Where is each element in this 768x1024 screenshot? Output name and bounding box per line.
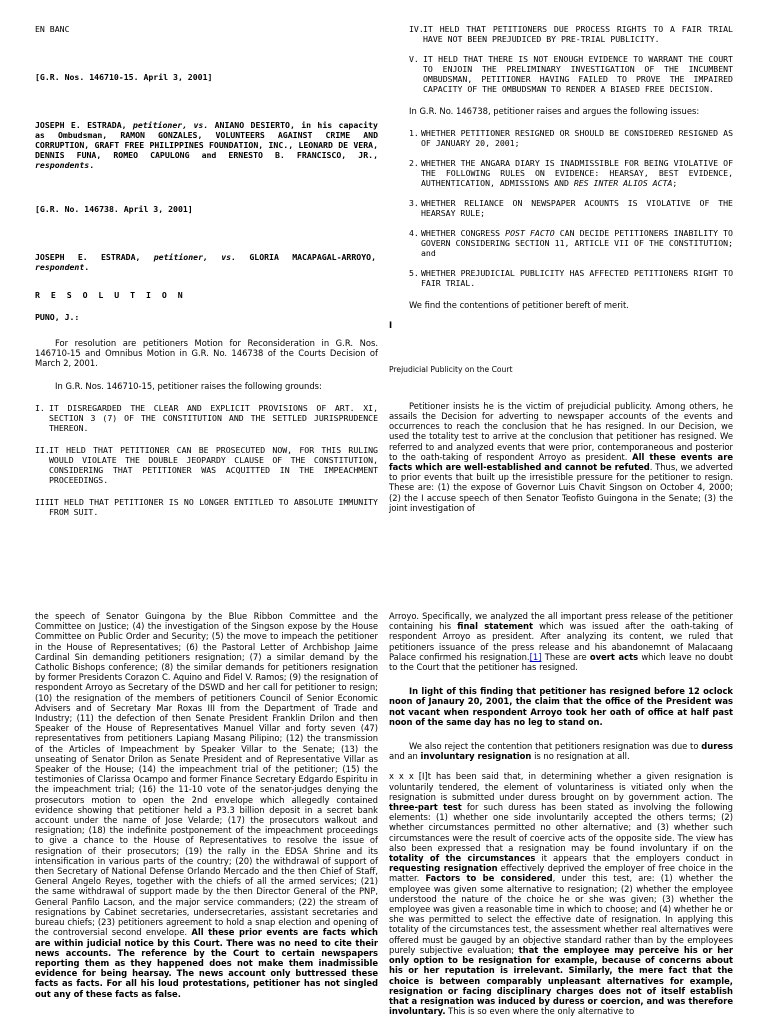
list-item: V. IT HELD THAT THERE IS NOT ENOUGH EVIDENCE TO WARRANT THE COURT TO ENJOIN THE PRELIMINARY INVESTIGATION OF THE INCUMBENT OMBUDSMAN, PETITIONER HAVING FAILED TO PROVE THE IMPAIRED CAPACITY OF THE OMBUDSMAN TO RENDER A BIASED FREE DECISION. (409, 54, 733, 94)
paragraph-resignation-finding: In light of this finding that petitioner has resigned before 12 oclock noon of Janaury 20, 2001, the claim that the office of the President was not vacant when respondent Arroyo took her oath of office at half past noon of the same day has no leg to stand on. (389, 686, 733, 727)
section-number: I (389, 320, 393, 331)
ponente: PUNO, J.: (35, 312, 80, 322)
list-item: 5. WHETHER PREJUDICIAL PUBLICITY HAS AFFECTED PETITIONERS RIGHT TO FAIR TRIAL. (409, 268, 733, 289)
paragraph-issues-intro: In G.R. No. 146738, petitioner raises and argues the following issues: (409, 106, 700, 116)
list-item: 3. WHETHER RELIANCE ON NEWSPAPER ACOUNTS IS VIOLATIVE OF THE HEARSAY RULE; (409, 198, 733, 219)
case-caption-2: JOSEPH E. ESTRADA, petitioner, vs. GLORIA MACAPAGAL-ARROYO, respondent. (35, 252, 377, 272)
case-number-1: [G.R. Nos. 146710-15. April 3, 2001] (35, 72, 213, 82)
list-item: 4. WHETHER CONGRESS POST FACTO CAN DECIDE PETITIONERS INABILITY TO GOVERN CONSIDERING SECTION 11, ARTICLE VII OF THE CONSTITUTION; and (409, 228, 733, 259)
list-item: IV. IT HELD THAT PETITIONERS DUE PROCESS RIGHTS TO A FAIR TRIAL HAVE NOT BEEN PREJUDICED BY PRE-TRIAL PUBLICITY. (409, 24, 733, 44)
right-column-bottom (389, 611, 733, 1016)
list-item: 1. WHETHER PETITIONER RESIGNED OR SHOULD BE CONSIDERED RESIGNED AS OF JANUARY 20, 2001; (409, 128, 733, 149)
paragraph-finding: We find the contentions of petitioner bereft of merit. (409, 300, 629, 311)
court-label: EN BANC (35, 24, 70, 34)
grounds-list-left (35, 403, 378, 517)
list-item: 2. WHETHER THE ANGARA DIARY IS INADMISSIBLE FOR BEING VIOLATIVE OF THE FOLLOWING RULES ON EVIDENCE: HEARSAY, BEST EVIDENCE, AUTHENTICATION, ADMISSIONS AND RES INTER ALIOS ACTA; (409, 158, 733, 189)
left-column-top (35, 24, 378, 517)
paragraph-intro: For resolution are petitioners Motion for Reconsideration in G.R. Nos. 146710-15 and Omnibus Motion in G.R. No. 146738 of the Courts Decision of March 2, 2001. (35, 338, 378, 369)
paragraph-events: the speech of Senator Guingona by the Blue Ribbon Committee and the Committee on Justice; (4) the investigation of the Singson expose by the House Committee on Public Order and Security; (5) the move to impeach the petitioner in the House of Representatives; (6) the Pastoral Letter of Archbishop Jaime Cardinal Sin demanding petitioners resignation; (7) a similar demand by the Catholic Bishops conference; (8) the similar demands for petitioners resignation by former Presidents Corazon C. Aquino and Fidel V. Ramos; (9) the resignation of respondent Arroyo as Secretary of the DSWD and her call for petitioner to resign; (10) the resignation of the members of petitioners Council of Senior Economic Advisers and of Secretary Mar Roxas III from the Department of Trade and Industry; (11) the defection of then Senate President Franklin Drilon and then Speaker of the House of Representatives Manuel Villar and forty seven (47) representatives from petitioners Lapiang Masang Pilipino; (12) the transmission of the Articles of Impeachment by Speaker Villar to the Senate; (13) the unseating of Senator Drilon as Senate President and of Representative Villar as Speaker of the House; (14) the impeachment trial of the petitioner; (15) the testimonies of Clarissa Ocampo and former Finance Secretary Edgardo Espiritu in the impeachment trial; (16) the 11-10 vote of the senator-judges denying the prosecutors motion to open the 2nd envelope which allegedly contained evidence showing that petitioner held a P3.3 billion deposit in a secret bank account under the name of Jose Velarde; (17) the prosecutors walkout and resignation; (18) the indefinite postponement of the impeachment proceedings to give a chance to the House of Representatives to resolve the issue of resignation of their prosecutors; (19) the rally in the EDSA Shrine and its intensification in various parts of the country; (20) the withdrawal of support of then Secretary of National Defense Orlando Mercado and the then Chief of Staff, General Angelo Reyes, together with the chiefs of all the armed services; (21) the same withdrawal of support made by the then Director General of the PNP, General Panfilo Lacson, and the major service commanders; (22) the stream of resignations by Cabinet secretaries, undersecretaries, assistant secretaries and bureau chiefs; (23) petitioners agreement to hold a snap election and opening of the controversial second envelope. All these prior events are facts which are within judicial notice by this Court. There was no need to cite their news accounts. The reference by the Court to certain newspapers reporting them as they happened does not make them inadmissible evidence for being hearsay. The news account only buttressed these facts as facts. For all his loud protestations, petitioner has not singled out any of these facts as false. (35, 611, 378, 999)
case-number-2: [G.R. No. 146738. April 3, 2001] (35, 204, 193, 214)
paragraph-quotation: x x x [I]t has been said that, in determining whether a given resignation is voluntarily tendered, the element of voluntariness is vitiated only when the resignation is submitted under duress brought on by government action. The three-part test for such duress has been stated as involving the following elements: (1) whether one side involuntarily accepted the others terms; (2) whether circumstances permitted no other alternative; and (3) whether such circumstances were the result of coercive acts of the opposite side. The view has also been expressed that a resignation may be found involuntary if on the totality of the circumstances it appears that the employers conduct in requesting resignation effectively deprived the employer of free choice in the matter. Factors to be considered, under this test, are: (1) whether the employee was given some alternative to resignation; (2) whether the employee understood the nature of the choice he or she was given; (3) whether the employee was given a reasonable time in which to choose; and (4) whether he or she was permitted to select the effective date of resignation. In applying this totality of the circumstances test, the assessment whether real alternatives were offered must be gauged by an objective standard rather than by the employees purely subjective evaluation; that the employee may perceive his or her only option to be resignation for example, because of concerns about his or her reputation is irrelevant. Similarly, the mere fact that the choice is between comparably unpleasant alternatives for example, resignation or facing disciplinary charges does not of itself establish that a resignation was induced by duress or coercion, and was therefore involuntary. This is so even where the only alternative to (389, 771, 734, 1017)
paragraph-grounds-intro: In G.R. Nos. 146710-15, petitioner raises the following grounds: (55, 380, 322, 391)
footnote-link[interactable]: [1] (529, 651, 542, 662)
right-column-top (389, 24, 733, 513)
resolution-heading: R E S O L U T I O N (35, 290, 186, 300)
section-title: Prejudicial Publicity on the Court (389, 364, 513, 374)
left-column-bottom (35, 611, 378, 999)
issues-list (409, 128, 733, 288)
case-caption-1: JOSEPH E. ESTRADA, petitioner, vs. ANIANO DESIERTO, in his capacity as Ombudsman, RAMON GONZALES, VOLUNTEERS AGAINST CRIME AND CORRUPTION, GRAFT FREE PHILIPPINES FOUNDATION, INC., LEONARD DE VERA, DENNIS FUNA, ROMEO CAPULONG and ERNESTO B. FRANCISCO, JR., respondents. (35, 120, 378, 170)
paragraph-publicity: Petitioner insists he is the victim of prejudicial publicity. Among others, he assails the Decision for adverting to newspaper accounts of the events and occurrences to reach the conclusion that he has resigned. In our Decision, we used the totality test to arrive at the conclusion that petitioner has resigned. We referred to and analyzed events that were prior, contemporaneous and posterior to the oath-taking of respondent Arroyo as president. All these events are facts which are well-established and cannot be refuted. Thus, we adverted to prior events that built up the irresistible pressure for the petitioner to resign. These are: (1) the expose of Governor Luis Chavit Singson on October 4, 2000; (2) the I accuse speech of then Senator Teofisto Guingona in the Senate; (3) the joint investigation of (389, 400, 734, 513)
list-item: III. IT HELD THAT PETITIONER IS NO LONGER ENTITLED TO ABSOLUTE IMMUNITY FROM SUIT. (35, 496, 378, 517)
paragraph-duress: We also reject the contention that petitioners resignation was due to duress and an involuntary resignation is no resignation at all. (389, 741, 733, 762)
list-item: II. IT HELD THAT PETITIONER CAN BE PROSECUTED NOW, FOR THIS RULING WOULD VIOLATE THE DOUBLE JEOPARDY CLAUSE OF THE CONSTITUTION, CONSIDERING THAT PETITIONER WAS ACQUITTED IN THE IMPEACHMENT PROCEEDINGS. (35, 444, 378, 485)
list-item: I. IT DISREGARDED THE CLEAR AND EXPLICIT PROVISIONS OF ART. XI, SECTION 3 (7) OF THE CONSTITUTION AND THE SETTLED JURISPRUDENCE THEREON. (35, 402, 378, 433)
paragraph-press-release: Arroyo. Specifically, we analyzed the all important press release of the petitioner containing his final statement which was issued after the oath-taking of respondent Arroyo as president. After analyzing its content, we ruled that petitioners issuance of the press release and his abandonemnt of Malacaang Palace confirmed his resignation.[1] These are overt acts which leave no doubt to the Court that the petitioner has resigned. (389, 611, 734, 673)
